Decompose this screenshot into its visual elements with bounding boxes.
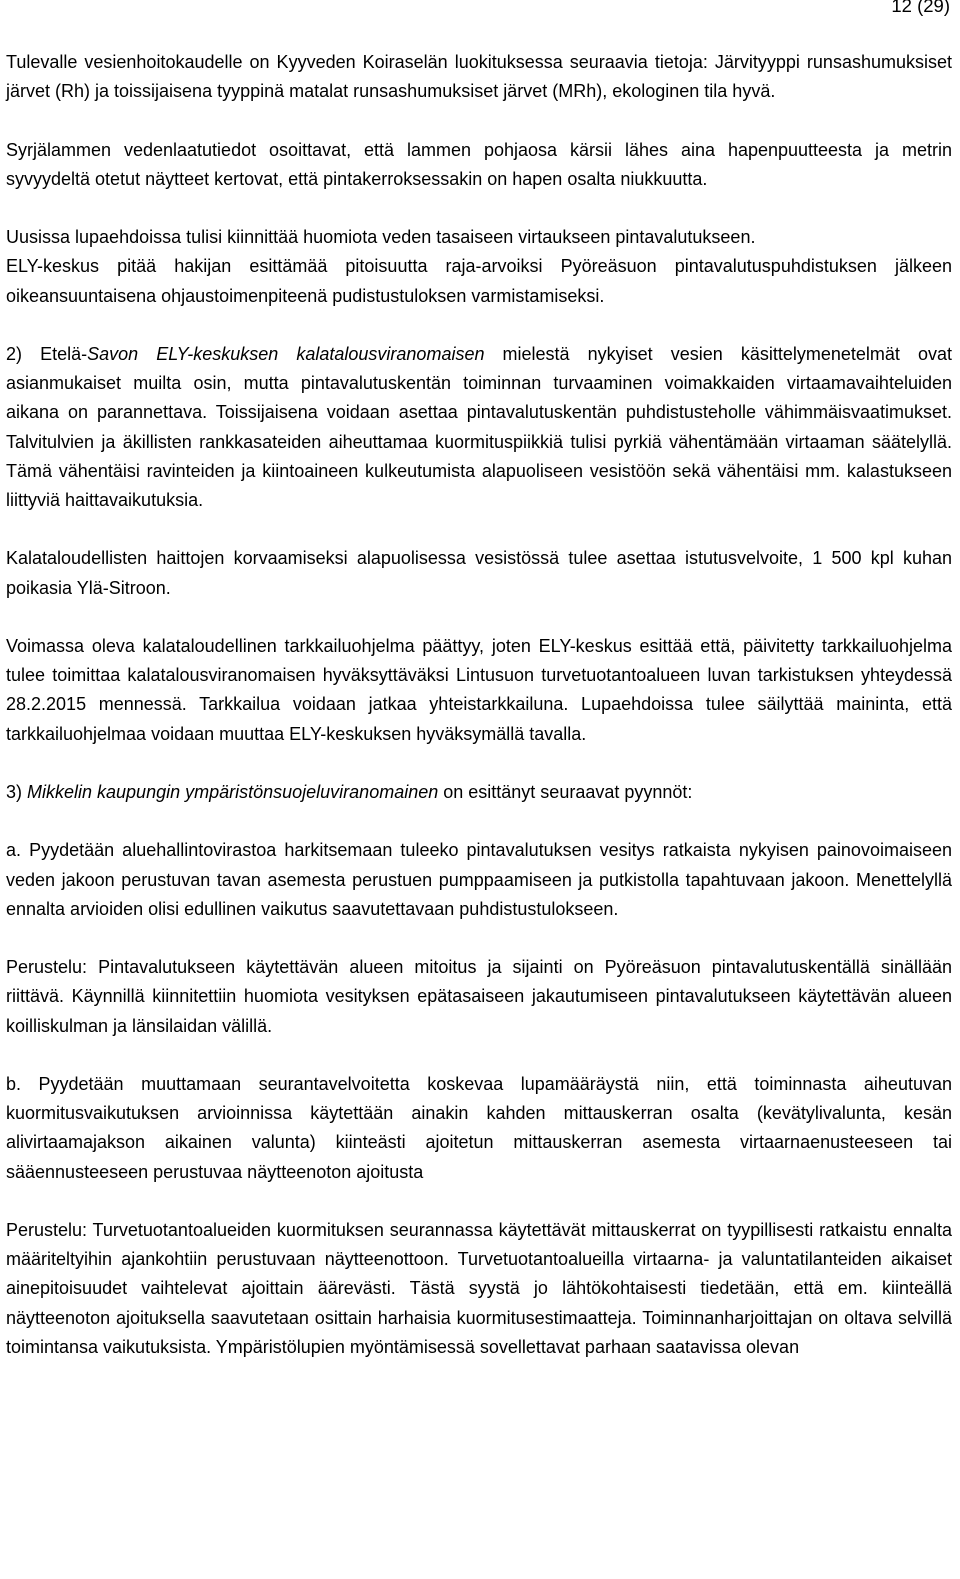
paragraph-fisheries-authority-name: Savon ELY-keskuksen kalatalousviranomaisen [87, 343, 485, 364]
paragraph-permit-flow: Uusissa lupaehdoissa tulisi kiinnittää huomiota veden tasaiseen virtaukseen pintavalutukseen. [6, 227, 756, 248]
document-body [6, 48, 952, 1362]
paragraph-water-quality: Syrjälammen vedenlaatutiedot osoittavat, että lammen pohjaosa kärsii lähes aina hapenpuutteesta ja metrin syvyydeltä otetut näytteet kertovat, että pintakerroksessakin on hapen osalta niukkuutta. [6, 139, 952, 189]
page-number: 12 (29) [891, 0, 950, 16]
paragraph-municipal-text: on esittänyt seuraavat pyynnöt: [438, 781, 693, 802]
paragraph-fisheries-authority [6, 340, 952, 515]
paragraph-fisheries-text: mielestä nykyiset vesien käsittelymenetelmät ovat asianmukaiset muilta osin, mutta pintavalutuskentän toiminnan turvaaminen voimakkaiden virtaamavaihteluiden aikana on parannettava. Toissijaisena voidaan asettaa pintavalutuskentän puhdistusteholle vähimmäisvaatimukset. Talvitulvien ja äkillisten rankkasateiden aiheuttamaa kuormituspiikkiä tulisi pyrkiä vähentämään virtaaman säätelyllä. Tämä vähentäisi ravinteiden ja kiintoaineen kulkeutumista alapuoliseen vesistöön sekä vähentäisi mm. kalastukseen liittyviä haittavaikutuksia. [6, 343, 952, 510]
paragraph-request-a: a. Pyydetään aluehallintovirastoa harkitsemaan tuleeko pintavalutuksen vesitys ratkaista nykyisen painovoimaiseen veden jakoon perustuvan tavan asemesta perustuen pumppaamiseen ja putkistolla tapahtuvaan jakoon. Menettelyllä ennalta arvioiden olisi edullinen vaikutus saavutettavaan puhdistustulokseen. [6, 840, 952, 919]
paragraph-request-b: b. Pyydetään muuttamaan seurantavelvoitetta koskevaa lupamääräystä niin, että toiminnasta aiheutuvan kuormitusvaikutuksen arvioinnissa käytettään ainakin kahden mittauskerran osalta (kevätylivalunta, kesän alivirtaamajakson aikainen valunta) kiinteästi ajoitetun mittauskerran asemesta virtaarnaenusteeseen tai sääennusteeseen perustuvaa näytteenoton ajoitusta [6, 1073, 952, 1182]
paragraph-municipal-prefix: 3) [6, 781, 28, 802]
paragraph-fisheries-prefix: 2) Etelä- [6, 343, 88, 364]
paragraph-municipal-authority-name: Mikkelin kaupungin ympäristönsuojeluviranomainen [27, 781, 439, 802]
paragraph-rationale-a: Perustelu: Pintavalutukseen käytettävän alueen mitoitus ja sijainti on Pyöreäsuon pintavalutuskentällä sinällään riittävä. Käynnillä kiinnitettiin huomiota vesityksen epätasaiseen jakautumiseen pintavalutukseen käytettävän alueen koilliskulman ja länsilaidan välillä. [6, 957, 952, 1036]
paragraph-rationale-b: Perustelu: Turvetuotantoalueiden kuormituksen seurannassa käytettävät mittauskerrat on tyypillisesti ratkaistu ennalta määriteltyihin ajankohtiin perustuvaan näytteenottoon. Turvetuotantoalueilla virtaarna- ja valuntatilanteiden aikaiset ainepitoisuudet vaihtelevat ajoittain äärevästi. Tästä syystä jo lähtökohtaisesti tiedetään, että em. kiinteällä näytteenoton ajoituksella saavutetaan osittain harhaisia kuormitusestimaatteja. Toiminnanharjoittajan on oltava selvillä toimintansa vaikutuksista. Ympäristölupien myöntämisessä sovellettavat parhaan saatavissa olevan [6, 1219, 952, 1357]
paragraph-monitoring-program: Voimassa oleva kalataloudellinen tarkkailuohjelma päättyy, joten ELY-keskus esittää että, päivitetty tarkkailuohjelma tulee toimittaa kalatalousviranomaisen hyväksyttäväksi Lintusuon turvetuotantoalueen luvan tarkistuksen yhteydessä 28.2.2015 mennessä. Tarkkailua voidaan jatkaa yhteistarkkailuna. Lupaehdoissa tulee säilyttää maininta, että tarkkailuohjelmaa voidaan muuttaa ELY-keskuksen hyväksymällä tavalla. [6, 635, 952, 744]
paragraph-municipal-requests [6, 778, 952, 807]
paragraph-ely-limits: ELY-keskus pitää hakijan esittämää pitoisuutta raja-arvoiksi Pyöreäsuon pintavalutuspuhdistuksen jälkeen oikeansuuntaisena ohjaustoimenpiteenä pudistustuloksen varmistamiseksi. [6, 256, 952, 306]
paragraph-stocking-obligation: Kalataloudellisten haittojen korvaamiseksi alapuolisessa vesistössä tulee asettaa istutusvelvoite, 1 500 kpl kuhan poikasia Ylä-Sitroon. [6, 548, 952, 598]
paragraph-lake-classification: Tulevalle vesienhoitokaudelle on Kyyveden Koiraselän luokituksessa seuraavia tietoja: Järvityyppi runsashumuksiset järvet (Rh) ja toissijaisena tyyppinä matalat runsashumuksiset järvet (MRh), ekologinen tila hyvä. [6, 52, 952, 102]
